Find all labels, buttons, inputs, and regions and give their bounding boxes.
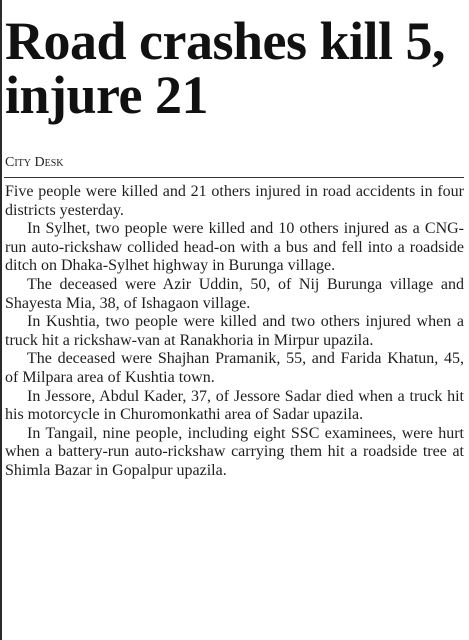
- paragraph-intro: Five people were killed and 21 others injured in road accidents in four districts yesterday.: [5, 183, 464, 219]
- paragraph-sylhet-deceased: The deceased were Azir Uddin, 50, of Nij Burunga village and Shayesta Mia, 38, of Ishagaon village.: [5, 275, 464, 312]
- headline-line-1: Road crashes kill 5,: [5, 11, 446, 71]
- paragraph-sylhet: In Sylhet, two people were killed and 10 others injured as a CNG-run auto-rickshaw collided head-on with a bus and fell into a roadside ditch on Dhaka-Sylhet highway in Burunga village.: [5, 220, 464, 275]
- paragraph-kushtia-deceased: The deceased were Shajhan Pramanik, 55, and Farida Khatun, 45, of Milpara area of Kushtia town.: [5, 350, 464, 386]
- headline: [5, 11, 467, 125]
- article-body: [5, 183, 464, 481]
- paragraph-kushtia: In Kushtia, two people were killed and two others injured when a truck hit a rickshaw-van at Ranakhoria in Mirpur upazila.: [5, 313, 464, 349]
- headline-line-2: injure 21: [5, 65, 209, 125]
- byline: City Desk: [5, 155, 64, 170]
- paragraph-tangail: In Tangail, nine people, including eight SSC examinees, were hurt when a battery-run auto-rickshaw carrying them hit a roadside tree at Shimla Bazar in Gopalpur upazila.: [5, 424, 464, 479]
- paragraph-jessore: In Jessore, Abdul Kader, 37, of Jessore Sadar died when a truck hit his motorcycle in Churomonkathi area of Sadar upazila.: [5, 387, 464, 424]
- byline-divider: [4, 177, 464, 178]
